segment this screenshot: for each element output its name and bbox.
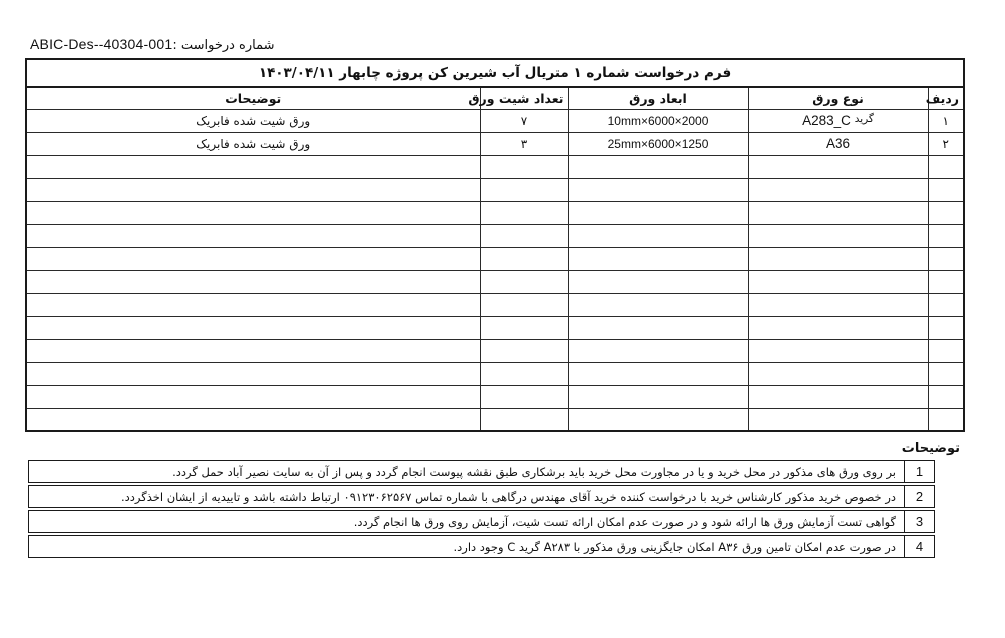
empty-cell [26, 201, 480, 224]
request-number-value: ABIC-Des--40304-001 [30, 36, 173, 52]
empty-cell [26, 224, 480, 247]
request-form-table [25, 58, 965, 432]
empty-cell [480, 385, 568, 408]
empty-cell [568, 155, 748, 178]
empty-cell [26, 293, 480, 316]
empty-cell [480, 178, 568, 201]
grade-label: گرید [854, 113, 874, 125]
empty-cell [480, 408, 568, 431]
empty-cell [928, 224, 964, 247]
note-text: بر روی ورق های مذکور در محل خرید و یا در مجاورت محل خرید باید برشکاری طبق نقشه پیوست انجام گردد و پس از آن به سایت نصیر آباد حمل گردد. [172, 464, 896, 479]
col-header-sheet-count: تعداد شیت ورق [480, 87, 568, 109]
empty-cell [748, 224, 928, 247]
document-page [0, 36, 1005, 558]
empty-cell [568, 316, 748, 339]
empty-cell [26, 178, 480, 201]
empty-table-row [26, 408, 964, 431]
col-header-sheet-dimensions: ابعاد ورق [568, 87, 748, 109]
cell-remarks: ورق شیت شده فابریک [26, 132, 480, 155]
note-number: 3 [904, 511, 934, 532]
empty-cell [748, 270, 928, 293]
empty-table-row [26, 316, 964, 339]
request-number-label: شماره درخواست [180, 38, 275, 53]
empty-cell [480, 316, 568, 339]
table-row [26, 109, 964, 132]
cell-row-number: ۱ [928, 109, 964, 132]
empty-cell [928, 178, 964, 201]
empty-table-row [26, 224, 964, 247]
empty-cell [26, 270, 480, 293]
empty-cell [480, 339, 568, 362]
empty-cell [26, 155, 480, 178]
empty-table-row [26, 362, 964, 385]
cell-sheet-dimensions: 1250×6000×25mm [568, 132, 748, 155]
note-number: 4 [904, 536, 934, 557]
empty-cell [928, 385, 964, 408]
empty-cell [480, 201, 568, 224]
type-code: A283_C [802, 113, 851, 128]
empty-cell [568, 339, 748, 362]
empty-cell [568, 224, 748, 247]
empty-cell [480, 362, 568, 385]
cell-sheet-type [748, 109, 928, 132]
empty-cell [928, 201, 964, 224]
empty-cell [748, 293, 928, 316]
empty-table-row [26, 178, 964, 201]
form-title: فرم درخواست شماره ۱ متریال آب شیرین کن پروژه چابهار ۱۴۰۳/۰۴/۱۱ [26, 59, 964, 87]
empty-cell [26, 247, 480, 270]
form-title-row [26, 59, 964, 87]
empty-cell [568, 270, 748, 293]
empty-cell [928, 408, 964, 431]
empty-cell [928, 362, 964, 385]
empty-cell [928, 293, 964, 316]
note-number: 1 [904, 461, 934, 482]
empty-cell [480, 155, 568, 178]
empty-table-row [26, 293, 964, 316]
note-item [28, 510, 935, 533]
empty-cell [928, 155, 964, 178]
empty-cell [748, 408, 928, 431]
col-header-remarks: توضیحات [26, 87, 480, 109]
empty-cell [480, 224, 568, 247]
data-rows [26, 109, 964, 155]
col-header-row-number: ردیف [928, 87, 964, 109]
empty-cell [26, 339, 480, 362]
cell-sheet-count: ۷ [480, 109, 568, 132]
empty-cell [928, 339, 964, 362]
empty-cell [568, 293, 748, 316]
empty-cell [568, 385, 748, 408]
empty-cell [748, 247, 928, 270]
empty-cell [928, 316, 964, 339]
empty-cell [568, 178, 748, 201]
empty-table-row [26, 385, 964, 408]
empty-table-row [26, 247, 964, 270]
note-item [28, 535, 935, 558]
empty-cell [928, 270, 964, 293]
cell-row-number: ۲ [928, 132, 964, 155]
empty-cell [748, 201, 928, 224]
empty-cell [748, 362, 928, 385]
empty-cell [480, 270, 568, 293]
note-text: در خصوص خرید مذکور کارشناس خرید با درخواست کننده خرید آقای مهندس درگاهی با شماره تماس ۰۹۱۲۳۰۶۲۵۶۷ ارتباط داشته باشد و تاییدیه از ایشان اخذگردد. [121, 489, 896, 504]
request-number-line [30, 36, 275, 53]
cell-sheet-type [748, 132, 928, 155]
table-row [26, 132, 964, 155]
empty-cell [748, 316, 928, 339]
empty-table-row [26, 270, 964, 293]
empty-table-row [26, 155, 964, 178]
empty-cell [928, 247, 964, 270]
empty-cell [748, 339, 928, 362]
empty-rows [26, 155, 964, 431]
empty-cell [748, 178, 928, 201]
empty-cell [26, 316, 480, 339]
empty-cell [568, 408, 748, 431]
empty-cell [480, 247, 568, 270]
note-text: در صورت عدم امکان تامین ورق A۳۶ امکان جایگزینی ورق مذکور با A۲۸۳ گرید C وجود دارد. [453, 539, 896, 554]
empty-cell [480, 293, 568, 316]
cell-sheet-dimensions: 2000×6000×10mm [568, 109, 748, 132]
notes-heading: توضیحات [901, 441, 960, 456]
note-item [28, 485, 935, 508]
empty-cell [748, 385, 928, 408]
note-item [28, 460, 935, 483]
empty-cell [568, 247, 748, 270]
column-header-row [26, 87, 964, 109]
empty-cell [748, 155, 928, 178]
col-header-sheet-type: نوع ورق [748, 87, 928, 109]
empty-table-row [26, 339, 964, 362]
note-text: گواهی تست آزمایش ورق ها ارائه شود و در صورت عدم امکان ارائه تست شیت، آزمایش روی ورق ها انجام گردد. [353, 514, 896, 529]
cell-remarks: ورق شیت شده فابریک [26, 109, 480, 132]
empty-cell [26, 408, 480, 431]
empty-cell [568, 201, 748, 224]
empty-cell [26, 385, 480, 408]
empty-table-row [26, 201, 964, 224]
empty-cell [26, 362, 480, 385]
request-number-colon: : [172, 38, 181, 53]
cell-sheet-count: ۳ [480, 132, 568, 155]
type-code: A36 [825, 136, 851, 151]
notes-list [28, 460, 935, 558]
empty-cell [568, 362, 748, 385]
note-number: 2 [904, 486, 934, 507]
